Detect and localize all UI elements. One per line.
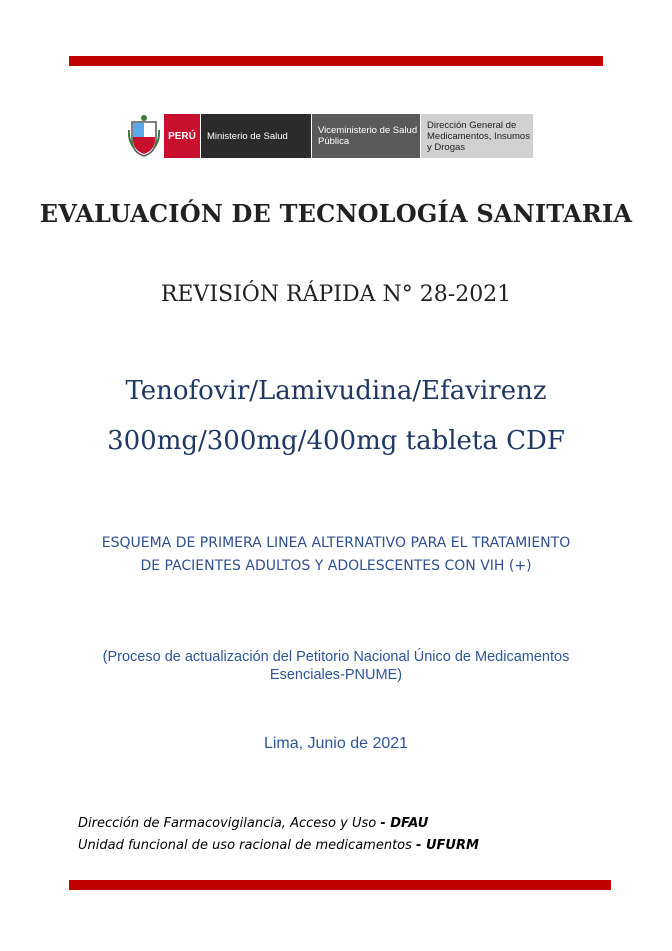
directorate-label: Dirección General de Medicamentos, Insumos y Drogas bbox=[420, 114, 533, 158]
process-note-text: (Proceso de actualización del Petitorio Nacional Único de Medicamentos Esenciales-PNUME) bbox=[102, 649, 570, 683]
bottom-red-bar bbox=[69, 880, 611, 890]
drug-name: Tenofovir/Lamivudina/Efavirenz bbox=[125, 376, 547, 406]
footer-line-ufurm bbox=[78, 838, 479, 853]
vice-ministry-label: Viceministerio de Salud Pública bbox=[311, 114, 420, 158]
document-title: EVALUACIÓN DE TECNOLOGÍA SANITARIA bbox=[39, 199, 633, 228]
document-subtitle: REVISIÓN RÁPIDA N° 28-2021 bbox=[160, 282, 512, 307]
footer-dfau-text: Dirección de Farmacovigilancia, Acceso y Uso bbox=[78, 816, 381, 831]
footer-ufurm-acronym: - UFURM bbox=[416, 838, 479, 853]
footer-dfau-acronym: - DFAU bbox=[380, 816, 429, 831]
peru-coat-of-arms-icon bbox=[128, 114, 160, 158]
top-red-bar bbox=[69, 56, 603, 66]
document-date: Lima, Junio de 2021 bbox=[263, 735, 409, 752]
footer-line-dfau bbox=[78, 816, 428, 831]
treatment-scheme-text: ESQUEMA DE PRIMERA LINEA ALTERNATIVO PARA EL TRATAMIENTO DE PACIENTES ADULTOS Y ADOLESCENTES CON VIH (+) bbox=[101, 535, 571, 574]
treatment-scheme bbox=[0, 532, 672, 578]
peru-badge: PERÚ bbox=[164, 114, 200, 158]
drug-dosage: 300mg/300mg/400mg tableta CDF bbox=[107, 426, 565, 456]
footer-ufurm-text: Unidad funcional de uso racional de medicamentos bbox=[78, 838, 417, 853]
process-note bbox=[0, 648, 672, 684]
ministry-logo-strip bbox=[128, 114, 533, 158]
ministry-label: Ministerio de Salud bbox=[200, 114, 311, 158]
